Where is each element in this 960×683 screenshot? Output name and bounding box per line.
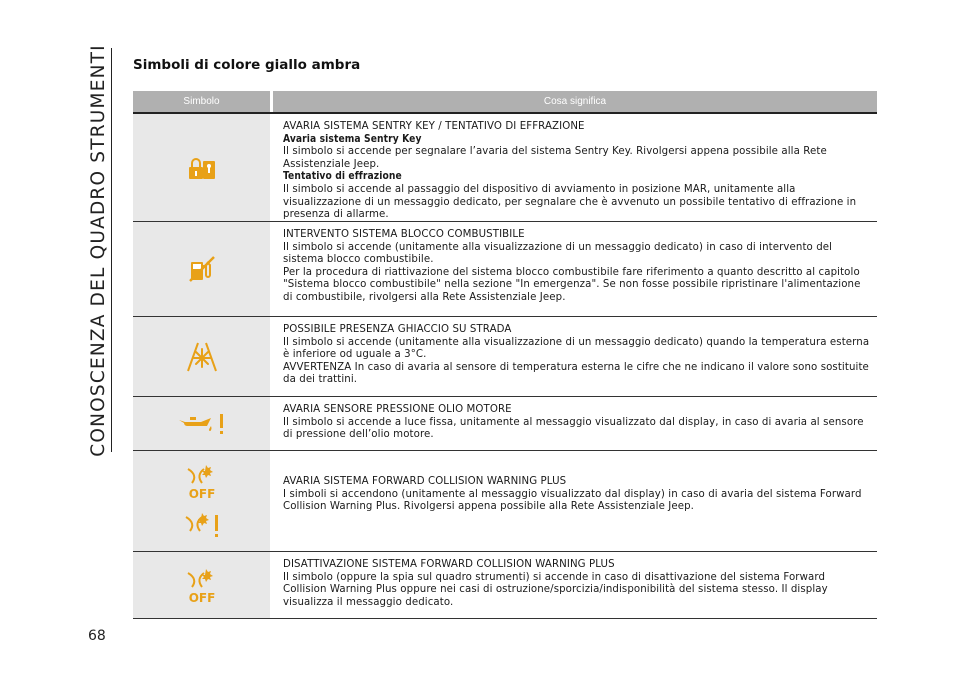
symbol-cell <box>133 451 273 551</box>
row-text: AVVERTENZA In caso di avaria al sensore di temperatura esterna le cifre che ne indicano il valore sono sostituite da dei trattini. <box>283 361 869 386</box>
row-subtitle: Tentativo di effrazione <box>283 171 402 183</box>
symbols-table <box>133 91 877 619</box>
row-title: POSSIBILE PRESENZA GHIACCIO SU STRADA <box>283 324 512 335</box>
row-title: AVARIA SISTEMA FORWARD COLLISION WARNING PLUS <box>283 476 567 487</box>
page-number: 68 <box>88 628 106 644</box>
meaning-cell <box>273 552 877 618</box>
table-row <box>133 317 877 397</box>
row-text: Il simbolo si accende (unitamente alla visualizzazione di un messaggio dedicato) quando la temperatura esterna è inferiore od uguale a 3°C. <box>283 336 870 361</box>
row-text: Il simbolo si accende a luce fissa, unitamente al messaggio visualizzato dal display, in caso di avaria al sensore di pressione dell’olio motore. <box>283 416 864 441</box>
meaning-cell <box>273 222 877 316</box>
meaning-cell <box>273 317 877 396</box>
symbol-cell <box>133 222 273 316</box>
oil-pressure-sensor-icon <box>176 412 228 436</box>
row-text: Il simbolo (oppure la spia sul quadro strumenti) si accende in caso di disattivazione del sistema Forward Collision Warning Plus oppure nei casi di ostruzione/sporcizia/indisponibilità del sistema stesso. Il display visualizza il messaggio dedicato. <box>283 571 828 608</box>
row-title: AVARIA SISTEMA SENTRY KEY / TENTATIVO DI EFFRAZIONE <box>283 121 585 132</box>
table-row <box>133 114 877 222</box>
meaning-cell <box>273 114 877 221</box>
row-text: Il simbolo si accende (unitamente alla visualizzazione di un messaggio dedicato) in caso di intervento del sistema blocco combustibile. <box>283 241 833 266</box>
header-meaning: Cosa significa <box>543 96 607 107</box>
table-row <box>133 451 877 552</box>
table-row <box>133 222 877 317</box>
row-text: I simboli si accendono (unitamente al messaggio visualizzato dal display) in caso di avaria del sistema Forward Collision Warning Plus. Rivolgersi appena possibile alla Rete Assistenziale Jeep. <box>283 488 862 513</box>
forward-collision-off-icon <box>182 565 222 605</box>
symbol-cell <box>133 552 273 618</box>
row-title: INTERVENTO SISTEMA BLOCCO COMBUSTIBILE <box>283 229 525 240</box>
row-text: Per la procedura di riattivazione del sistema blocco combustibile fare riferimento a quanto descritto al capitolo "Sistema blocco combustibile" nella sezione "In emergenza". Se non fosse possibile ripristinare l'alimentazione di combustibile, rivolgersi alla Rete Assistenziale Jeep. <box>283 266 861 303</box>
header-symbol: Simbolo <box>133 91 273 112</box>
row-text: Il simbolo si accende per segnalare l’avaria del sistema Sentry Key. Rivolgersi appena possibile alla Rete Assistenziale Jeep. <box>283 146 827 170</box>
forward-collision-off-icon <box>182 461 222 501</box>
row-subtitle: Avaria sistema Sentry Key <box>283 133 422 145</box>
row-title: AVARIA SENSORE PRESSIONE OLIO MOTORE <box>283 404 512 415</box>
chapter-title: CONOSCENZA DEL QUADRO STRUMENTI <box>87 43 109 457</box>
chapter-divider <box>111 48 112 452</box>
table-header <box>133 91 877 114</box>
section-title: Simboli di colore giallo ambra <box>133 57 361 73</box>
off-label: OFF <box>188 591 215 605</box>
table-row <box>133 552 877 619</box>
sentry-key-lock-icon <box>187 155 217 181</box>
forward-collision-warning-icon <box>182 511 222 541</box>
fuel-cutoff-icon <box>187 254 217 284</box>
row-title: DISATTIVAZIONE SISTEMA FORWARD COLLISION WARNING PLUS <box>283 559 615 570</box>
ice-road-icon <box>184 341 220 373</box>
off-label: OFF <box>188 487 215 501</box>
meaning-cell <box>273 451 877 551</box>
symbol-cell <box>133 317 273 396</box>
symbol-cell <box>133 397 273 450</box>
meaning-cell <box>273 397 877 450</box>
row-text: Il simbolo si accende al passaggio del dispositivo di avviamento in posizione MAR, unitamente alla visualizzazione di un messaggio dedicato, per segnalare che è avvenuto un possibile tentativo di effrazione in presenza di allarme. <box>283 183 857 221</box>
symbol-cell <box>133 114 273 221</box>
table-row <box>133 397 877 451</box>
